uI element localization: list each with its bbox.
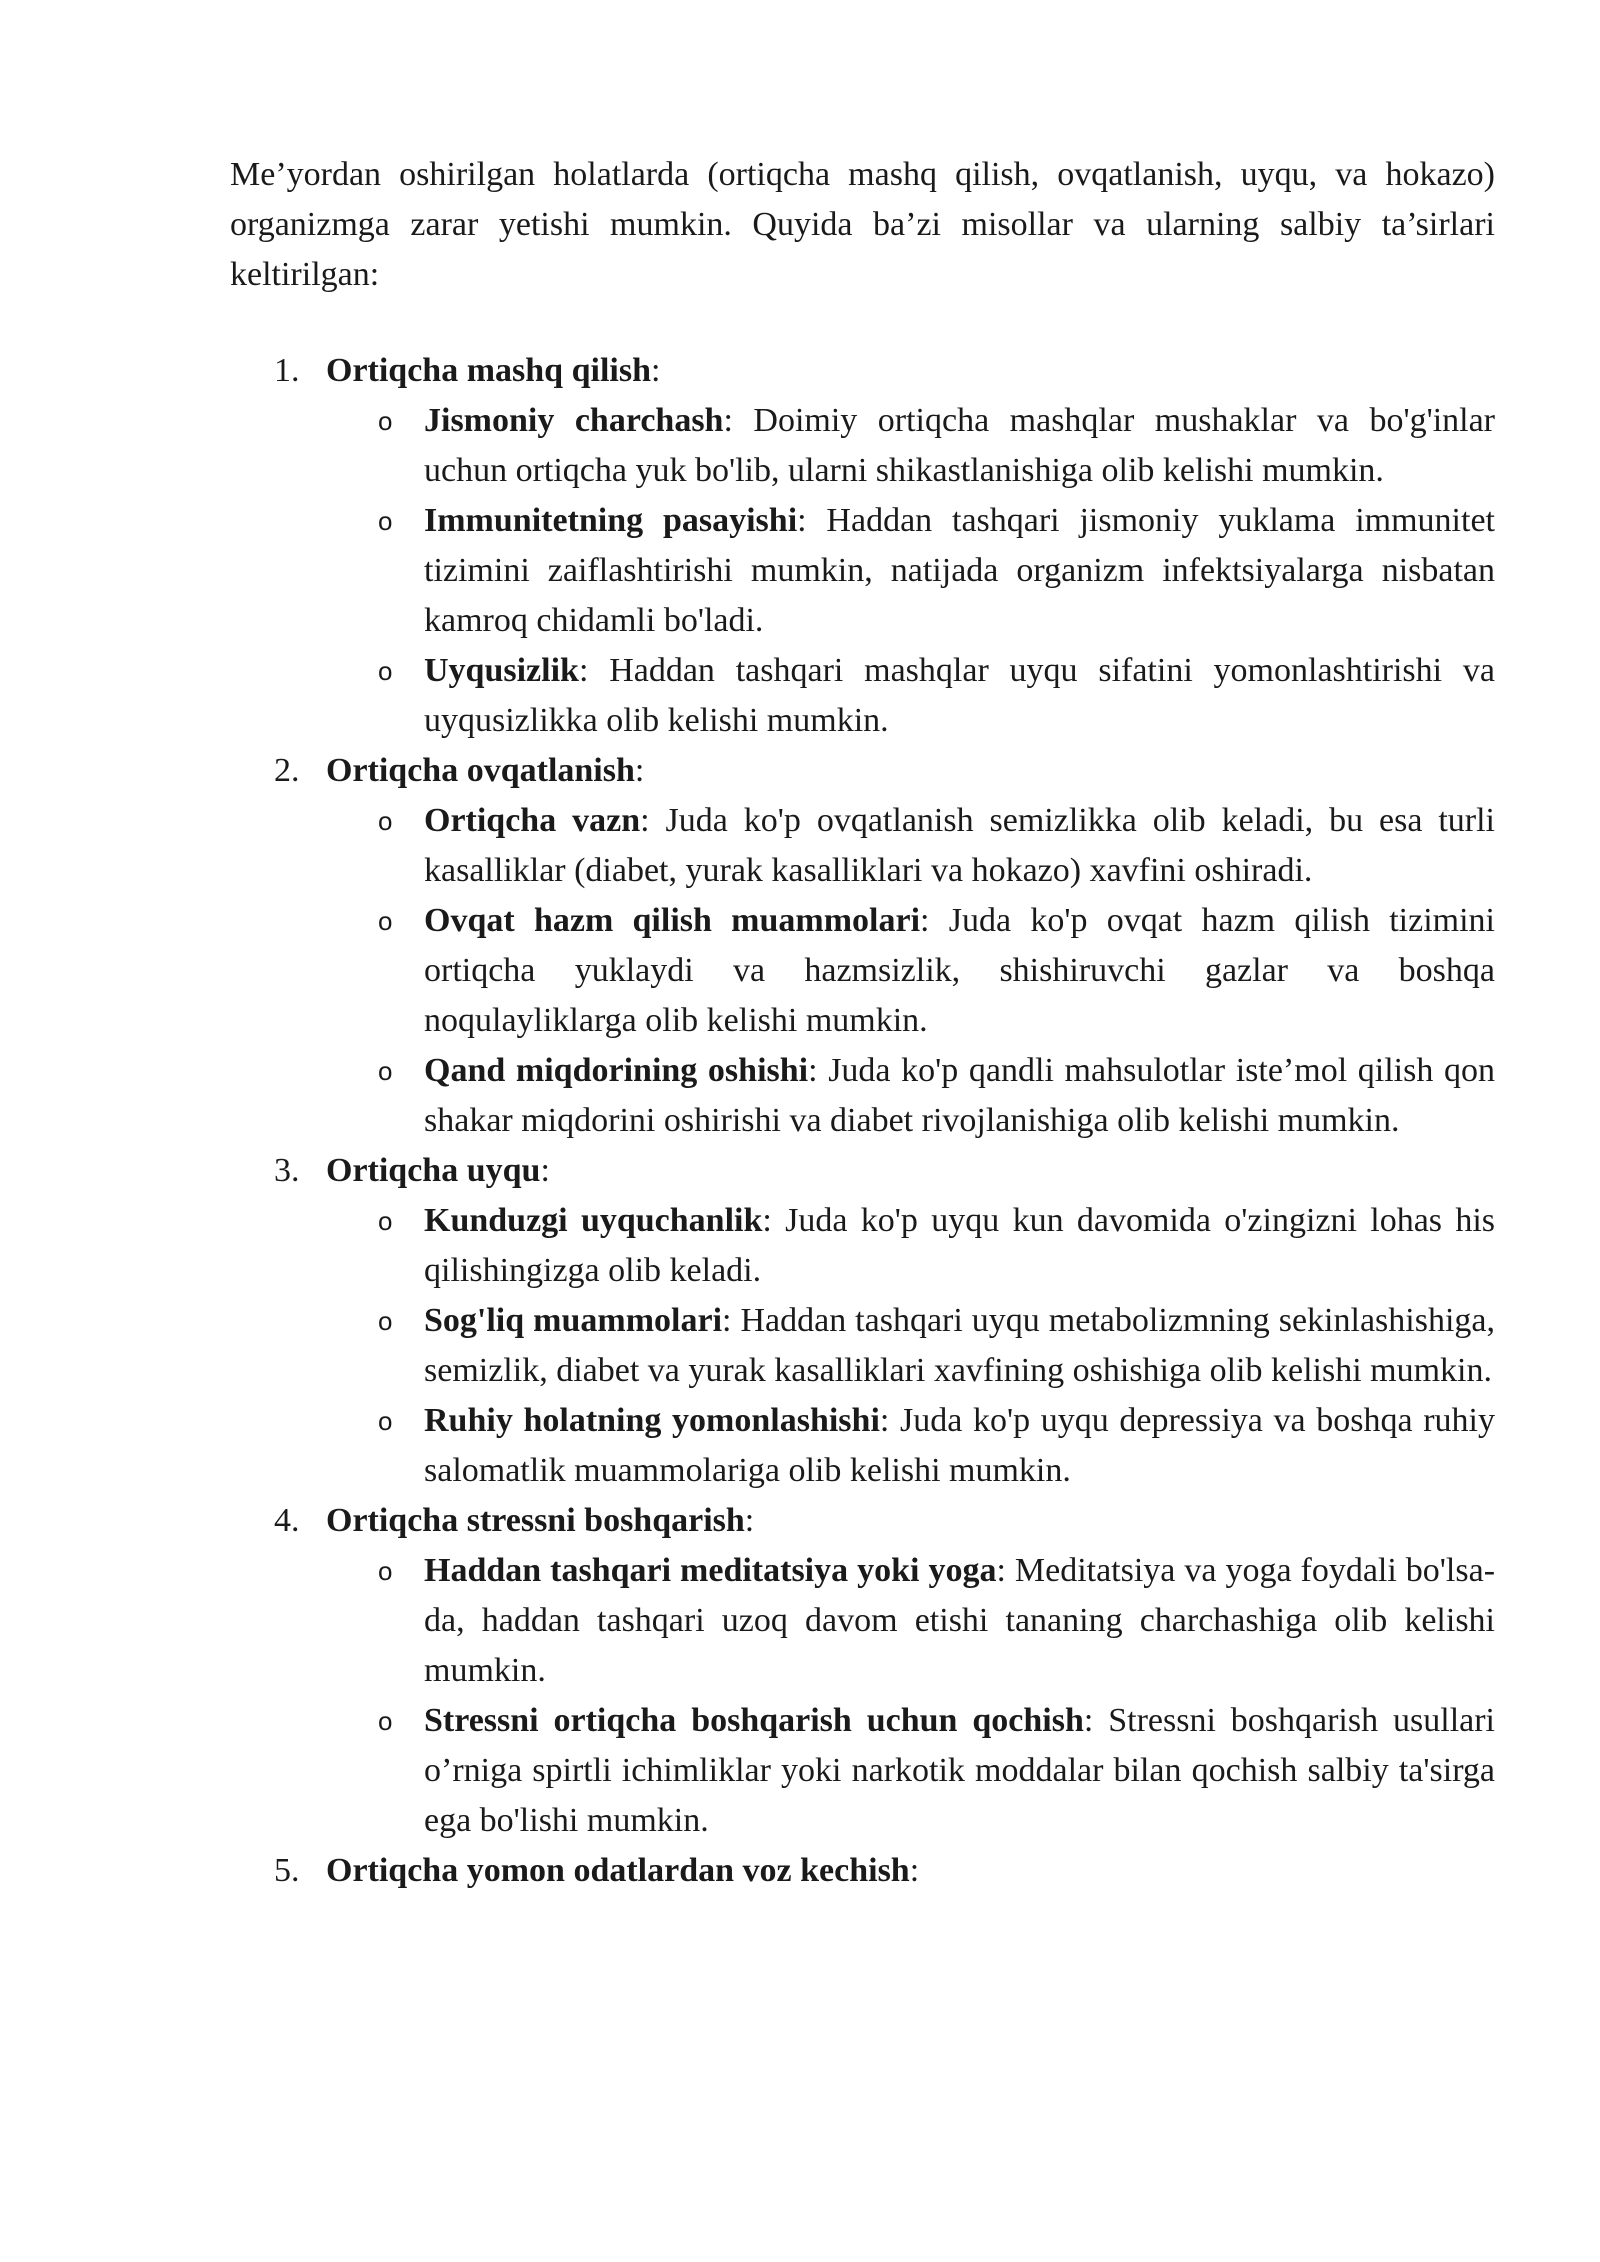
- section-title: [326, 1852, 919, 1889]
- sub-list-item: [326, 1196, 1495, 1296]
- term: Uyqusizlik: [424, 652, 579, 689]
- term: Jismoniy charchash: [424, 402, 724, 439]
- description: : Meditatsiya va yoga foydali bo'lsa-da, haddan tashqari uzoq davom etishi tananing charchashiga olib kelishi mumkin.: [424, 1552, 1496, 1689]
- term: Immunitetning pasayishi: [424, 502, 798, 539]
- section-title-text: Ortiqcha uyqu: [326, 1152, 541, 1189]
- section-title: [326, 1502, 754, 1539]
- list-item: [230, 1146, 1495, 1496]
- sub-list: [326, 396, 1495, 746]
- term: Kunduzgi uyquchanlik: [424, 1202, 763, 1239]
- sub-list-item: [326, 1296, 1495, 1396]
- item-number: 4.: [274, 1502, 300, 1539]
- list-item: [230, 746, 1495, 1146]
- description: : Juda ko'p ovqat hazm qilish tizimini ortiqcha yuklaydi va hazmsizlik, shishiruvchi gazlar va boshqa noqulayliklarga olib kelishi mumkin.: [424, 902, 1495, 1039]
- term: Stressni ortiqcha boshqarish uchun qochish: [424, 1702, 1084, 1739]
- sub-list-item: [326, 1546, 1495, 1696]
- item-number: 5.: [274, 1852, 300, 1889]
- description: : Juda ko'p ovqatlanish semizlikka olib keladi, bu esa turli kasalliklar (diabet, yurak kasalliklari va hokazo) xavfini oshiradi.: [424, 802, 1495, 889]
- title-colon: :: [650, 352, 661, 389]
- description: : Juda ko'p uyqu kun davomida o'zingizni lohas his qilishingizga olib keladi.: [424, 1202, 1496, 1289]
- description: : Doimiy ortiqcha mashqlar mushaklar va bo'g'inlar uchun ortiqcha yuk bo'lib, ularni shikastlanishiga olib kelishi mumkin.: [424, 402, 1496, 489]
- sub-list-item: [326, 796, 1495, 896]
- list-item: [230, 1496, 1495, 1846]
- section-title: [326, 352, 660, 389]
- description: : Haddan tashqari mashqlar uyqu sifatini yomonlashtirishi va uyqusizlikka olib kelishi mumkin.: [424, 652, 1495, 739]
- title-colon: :: [540, 1152, 550, 1189]
- section-title: [326, 1152, 550, 1189]
- description: : Haddan tashqari uyqu metabolizmning sekinlashishiga, semizlik, diabet va yurak kasalliklari xavfining oshishiga olib kelishi mumkin.: [424, 1302, 1495, 1389]
- circle-bullet-icon: o: [378, 1306, 393, 1336]
- term: Qand miqdorining oshishi: [424, 1052, 809, 1089]
- sub-list-item: [326, 496, 1495, 646]
- circle-bullet-icon: o: [378, 1556, 393, 1586]
- item-number: 3.: [274, 1152, 300, 1189]
- sub-list: [326, 1546, 1495, 1846]
- item-number: 1.: [274, 352, 300, 389]
- circle-bullet-icon: o: [378, 406, 393, 436]
- section-title: [326, 752, 644, 789]
- circle-bullet-icon: o: [378, 806, 393, 836]
- term: Ruhiy holatning yomonlashishi: [424, 1402, 880, 1439]
- term: Ovqat hazm qilish muammolari: [424, 902, 921, 939]
- circle-bullet-icon: o: [378, 1406, 393, 1436]
- item-number: 2.: [274, 752, 300, 789]
- circle-bullet-icon: o: [378, 1706, 393, 1736]
- sub-list-item: [326, 1696, 1495, 1846]
- numbered-list: [230, 346, 1495, 1896]
- circle-bullet-icon: o: [378, 906, 393, 936]
- circle-bullet-icon: o: [378, 1206, 393, 1236]
- sub-list-item: [326, 646, 1495, 746]
- circle-bullet-icon: o: [378, 506, 393, 536]
- document-page: [230, 150, 1495, 1896]
- sub-list-item: [326, 1046, 1495, 1146]
- title-colon: :: [909, 1852, 920, 1889]
- list-item: [230, 1846, 1495, 1896]
- section-title-text: Ortiqcha mashq qilish: [326, 352, 651, 389]
- circle-bullet-icon: o: [378, 1056, 393, 1086]
- title-colon: :: [634, 752, 645, 789]
- section-title-text: Ortiqcha ovqatlanish: [326, 752, 635, 789]
- section-title-text: Ortiqcha stressni boshqarish: [326, 1502, 745, 1539]
- intro-paragraph: Me’yordan oshirilgan holatlarda (ortiqcha mashq qilish, ovqatlanish, uyqu, va hokazo) organizmga zarar yetishi mumkin. Quyida ba’zi misollar va ularning salbiy ta’sirlari keltirilgan:: [230, 156, 1495, 293]
- description: : Haddan tashqari jismoniy yuklama immunitet tizimini zaiflashtirishi mumkin, natijada organizm infektsiyalarga nisbatan kamroq chidamli bo'ladi.: [424, 502, 1495, 639]
- title-colon: :: [744, 1502, 755, 1539]
- description: : Stressni boshqarish usullari o’rniga spirtli ichimliklar yoki narkotik moddalar bilan qochish salbiy ta'sirga ega bo'lishi mumkin.: [424, 1702, 1495, 1839]
- circle-bullet-icon: o: [378, 656, 393, 686]
- section-title-text: Ortiqcha yomon odatlardan voz kechish: [326, 1852, 910, 1889]
- sub-list-item: [326, 396, 1495, 496]
- description: : Juda ko'p uyqu depressiya va boshqa ruhiy salomatlik muammolariga olib kelishi mumkin.: [424, 1402, 1495, 1489]
- term: Ortiqcha vazn: [424, 802, 641, 839]
- term: Sog'liq muammolari: [424, 1302, 723, 1339]
- sub-list: [326, 1196, 1495, 1496]
- sub-list-item: [326, 896, 1495, 1046]
- list-item: [230, 346, 1495, 746]
- description: : Juda ko'p qandli mahsulotlar iste’mol qilish qon shakar miqdorini oshirishi va diabet rivojlanishiga olib kelishi mumkin.: [424, 1052, 1495, 1139]
- term: Haddan tashqari meditatsiya yoki yoga: [424, 1552, 997, 1589]
- sub-list: [326, 796, 1495, 1146]
- sub-list-item: [326, 1396, 1495, 1496]
